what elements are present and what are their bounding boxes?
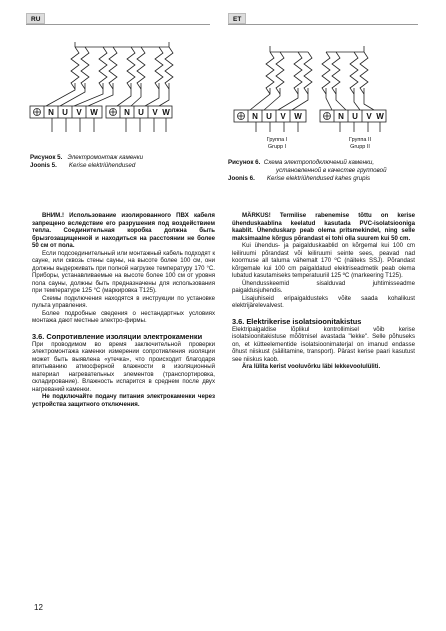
heating-element-1 xyxy=(266,52,284,94)
terminal-label: W xyxy=(376,112,384,121)
heating-element-4 xyxy=(350,52,368,94)
figure-label: Joonis 5. xyxy=(30,162,57,169)
section-heading: 3.6. Elektrikerise isolatsioonitakistus xyxy=(232,316,362,326)
figure-label: Рисунок 5. xyxy=(30,154,63,161)
header-rule-left xyxy=(26,24,210,25)
page-number: 12 xyxy=(34,603,43,612)
figure-label: Joonis 6. xyxy=(228,175,255,182)
terminal-label: U xyxy=(352,112,358,121)
heating-element-2 xyxy=(294,52,312,94)
figure-caption-text: установленной в качестве групповой xyxy=(276,167,387,174)
terminal-label: N xyxy=(338,112,344,121)
terminal-label: W xyxy=(294,112,302,121)
terminal-label: W xyxy=(90,108,98,117)
section-heading: 3.6. Сопротивление изоляции электрокаменки xyxy=(32,331,203,341)
body-paragraph: Схемы подключения находятся в инструкции по установке пульта управления. xyxy=(32,294,215,309)
russian-text-column xyxy=(32,212,215,408)
heating-element-1 xyxy=(71,47,89,89)
figure-label: Рисунок 6. xyxy=(228,159,261,166)
warning-paragraph: Не подключайте подачу питания электрокаменки через устройства защитного отключения. xyxy=(32,393,215,408)
figure-caption-text: Электромонтаж каменки xyxy=(67,154,144,161)
wiring-diagram-figure-5 xyxy=(28,32,213,142)
figure-caption-text: Схема электроподключений каменки, xyxy=(263,159,375,166)
figure-5-caption xyxy=(30,154,143,170)
body-paragraph: Kui ühendus- ja paigalduskaablid on kõrgemal kui 100 cm leiliruumi põrandast või leiliruumi seinte sees, peavad nad koormuse all taluma vähemalt 170 ºC (näiteks SSJ). Põrandast kõrgemale kui 100 cm paigaldatud elektriseadmetik peab olema lubatud kasutamiseks temperatuuriil 125 ºC (markeering T125). xyxy=(232,242,415,279)
body-paragraph: Elektripaigaldise lõplikul kontrollimisel võib kerise isolatsioonitakistuse mõõtmisel avastada "lekke". Selle põhuseks on, et kütteelementide isolatsioonimaterjal on imanud endasse õhust niiskust (säilitamine, transport). Pärast kerise paari kasutust see niiskus kaob. xyxy=(232,325,415,363)
group-1-label-et: Grupp I xyxy=(267,144,287,150)
header-rule-right xyxy=(228,24,418,25)
warning-paragraph: ВНИМ.! Использование изолированного ПВХ кабеля запрещено вследствие его разрушения под воздействием тепла. Соединительная коробка должна быть брызгозащищенной и находиться на расстоянии не более 50 см от пола. xyxy=(32,212,215,249)
warning-paragraph: Ära lülita kerist vooluvõrku läbi lekkevoolulüliti. xyxy=(242,363,381,370)
figure-6-caption xyxy=(228,159,387,183)
estonian-text-column xyxy=(232,212,415,371)
language-tab-ru: RU xyxy=(26,13,45,24)
terminal-label: V xyxy=(76,108,82,117)
wiring-diagram-figure-6 xyxy=(232,32,417,157)
terminal-label: U xyxy=(138,108,144,117)
body-paragraph: При проводимом во время заключительной проверки электромонтажа каменки измерении сопротивления изоляции может быть выявлена «утечка», что происходит благодаря впитыванию атмосферной влажности в изоляционный материал нагревательных элементов (транспортировка, складирование). Влажность испарится в среднем после двух нагреваний каменки. xyxy=(32,340,215,393)
terminal-label: V xyxy=(152,108,158,117)
body-paragraph: Lisajuhiseid eripaigaldusteks võite saada kohalikust elektrijärelevalvest. xyxy=(232,294,415,309)
terminal-label: V xyxy=(366,112,372,121)
figure-caption-text: Kerise elektriühendused kahes grupis xyxy=(266,175,371,182)
terminal-label: N xyxy=(252,112,258,121)
body-paragraph: Если подсоединительный или монтажный кабель подходят к сауне, или сквозь стены сауны, на высоте более 100 см, они должны выдерживать при полной нагрузке температуру 170 °С. Приборы, устанавливаемые на высоте более 100 см от уровня пола сауны, должны быть предназначены для использования при температуре 125 °С (маркировка T125). xyxy=(32,249,215,294)
terminal-label: V xyxy=(280,112,286,121)
figure-caption-text: Kerise elektriühendused xyxy=(68,162,136,169)
terminal-label: N xyxy=(48,108,54,117)
language-tab-et: ET xyxy=(228,13,246,24)
terminal-label: N xyxy=(124,108,130,117)
body-paragraph: Более подробные сведения о нестандартных условиях монтажа дают местные электро-фирмы. xyxy=(32,309,215,324)
group-2-label-ru: Группа II xyxy=(348,137,372,143)
heating-element-4 xyxy=(155,47,173,89)
terminal-label: U xyxy=(62,108,68,117)
heating-element-2 xyxy=(99,47,117,89)
heating-element-3 xyxy=(127,47,145,89)
body-paragraph: Ühendusskeemid sisalduvad juhtimisseadme paigaldusjuhendis. xyxy=(232,279,415,294)
group-2-label-et: Grupp II xyxy=(350,144,370,150)
heating-element-3 xyxy=(322,52,340,94)
terminal-label: U xyxy=(266,112,272,121)
group-1-label-ru: Группа I xyxy=(266,137,288,143)
terminal-label: W xyxy=(162,108,170,117)
warning-paragraph: MÄRKUS! Termilise rabenemise tõttu on kerise ühenduskaablina keelatud kasutada PVC-isolatsiooniga kaablit. Ühenduskarp peab olema pritsmekindel, ning selle maksimaalne kõrgus põrandast ei tohi olla suurem kui 50 cm. xyxy=(232,212,415,242)
